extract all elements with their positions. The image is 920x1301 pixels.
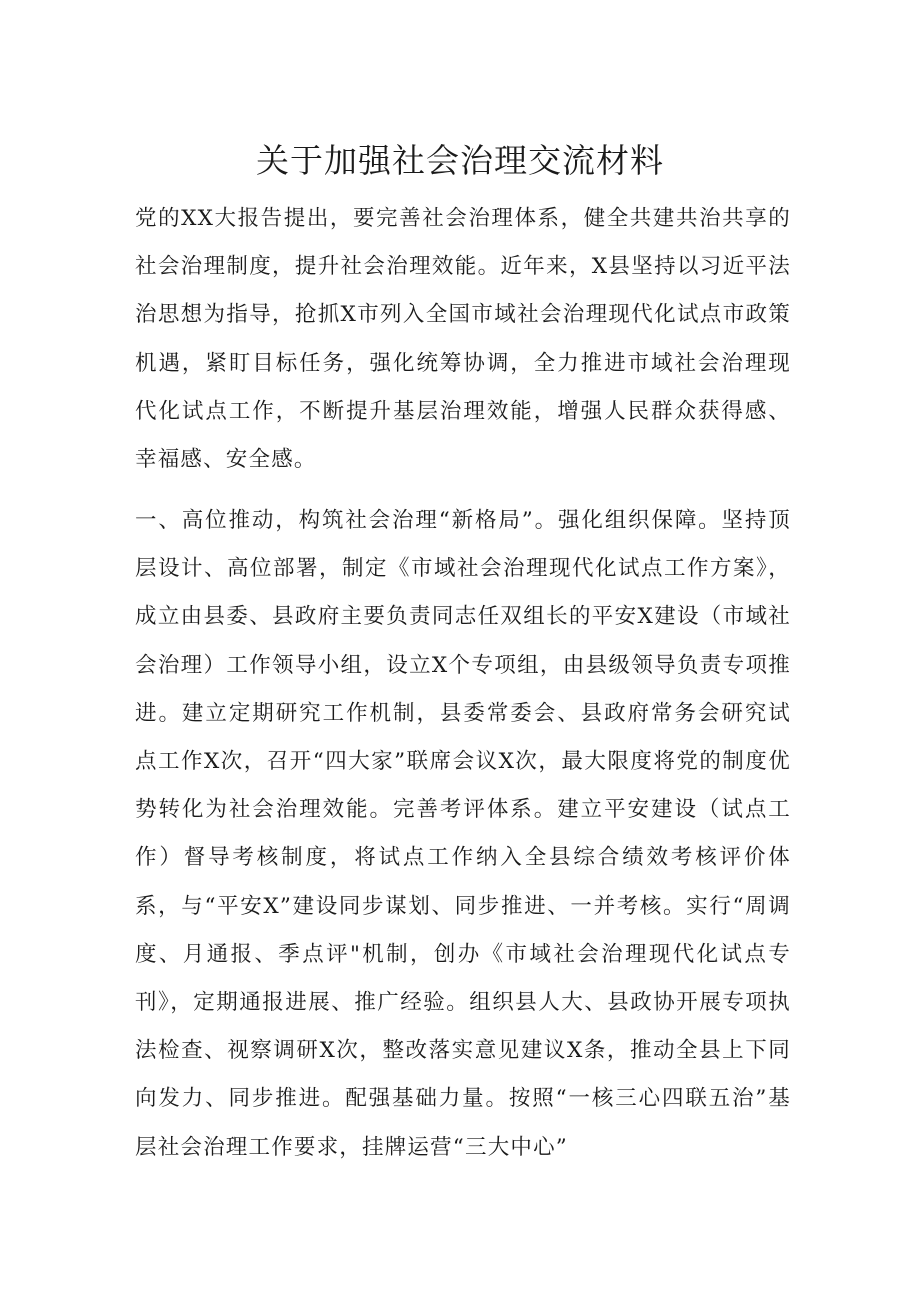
intro-paragraph: 党的XX大报告提出，要完善社会治理体系，健全共建共治共享的社会治理制度，提升社会治理效能。近年来，X县坚持以习近平法治思想为指导，抢抓X市列入全国市域社会治理现代化试点市政策机遇，紧盯目标任务，强化统筹协调，全力推进市域社会治理现代化试点工作，不断提升基层治理效能，增强人民群众获得感、幸福感、安全感。: [135, 206, 791, 473]
document-title: 关于加强社会治理交流材料: [256, 141, 664, 180]
section-one-paragraph: 一、高位推动，构筑社会治理“新格局”。强化组织保障。坚持顶层设计、高位部署，制定《市域社会治理现代化试点工作方案》，成立由县委、县政府主要负责同志任双组长的平安X建设（市域社会治理）工作领导小组，设立X个专项组，由县级领导负责专项推进。建立定期研究工作机制，县委常委会、县政府常务会研究试点工作X次，召开“四大家”联席会议X次，最大限度将党的制度优势转化为社会治理效能。完善考评体系。建立平安建设（试点工作）督导考核制度，将试点工作纳入全县综合绩效考核评价体系，与“平安X”建设同步谋划、同步推进、一并考核。实行“周调度、月通报、季点评"机制，创办《市域社会治理现代化试点专刊》，定期通报进展、推广经验。组织县人大、县政协开展专项执法检查、视察调研X次，整改落实意见建议X条，推动全县上下同向发力、同步推进。配强基础力量。按照“一核三心四联五治”基层社会治理工作要求，挂牌运营“三大中心”: [135, 508, 791, 1160]
